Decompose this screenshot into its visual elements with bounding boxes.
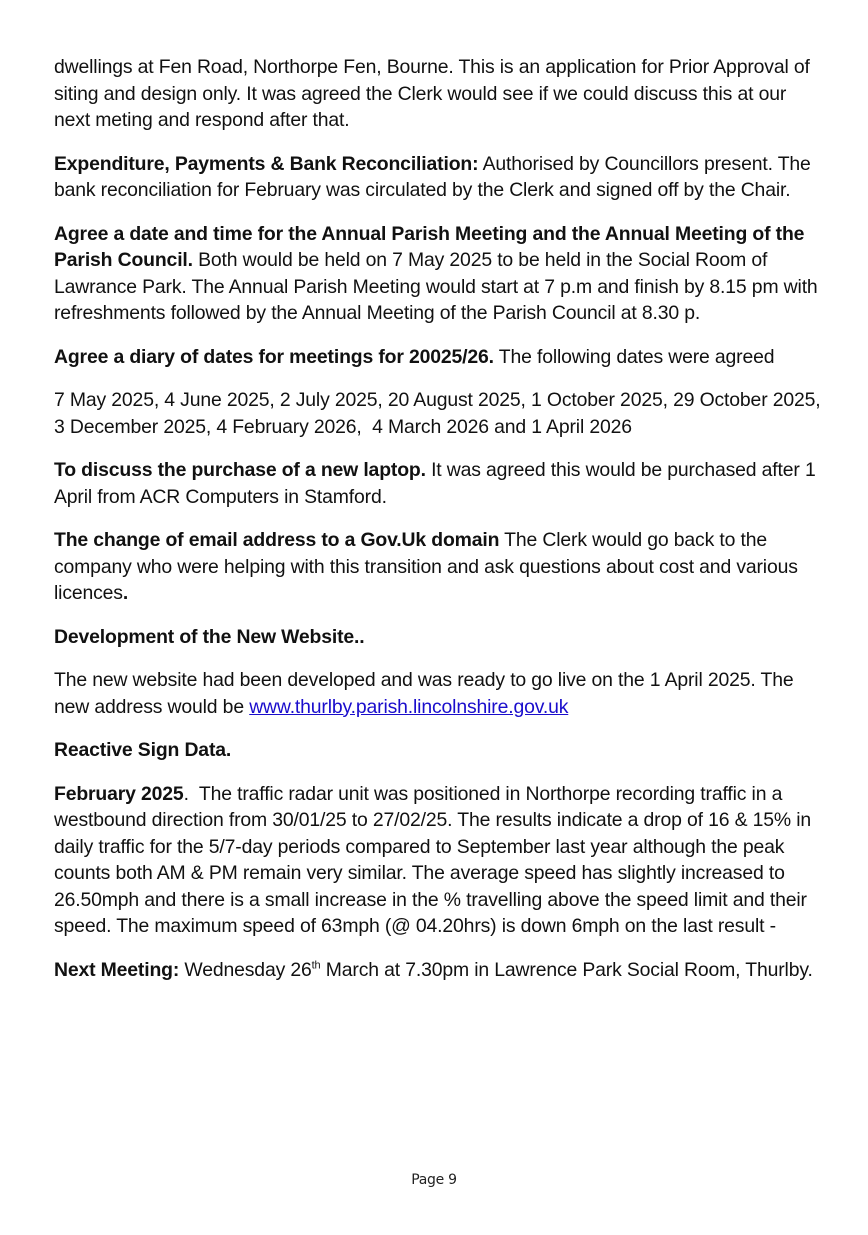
paragraph-text: Wednesday 26 xyxy=(179,958,312,981)
paragraph-website xyxy=(54,667,824,720)
paragraph-text: March at 7.30pm in Lawrence Park Social Room, Thurlby. xyxy=(320,958,813,981)
section-heading: Development of the New Website.. xyxy=(54,625,365,648)
section-heading: Agree a date and time for the Annual Parish Meeting and the Annual Meeting of the Parish Council. xyxy=(54,222,805,271)
website-link[interactable]: www.thurlby.parish.lincolnshire.gov.uk xyxy=(249,695,569,718)
paragraph-text: The Clerk would go back to the company who were helping with this transition and ask questions about cost and various licences xyxy=(54,529,798,604)
paragraph-planning-continuation xyxy=(54,54,824,134)
paragraph-text: The new website had been developed and was ready to go live on the 1 April 2025. The new address would be xyxy=(54,669,794,718)
section-heading: February 2025 xyxy=(54,782,184,805)
document-page xyxy=(54,54,824,1000)
section-heading: Agree a diary of dates for meetings for 20025/26. xyxy=(54,345,494,368)
paragraph-expenditure xyxy=(54,151,824,204)
section-heading: Reactive Sign Data. xyxy=(54,739,232,761)
trailing-period: . xyxy=(122,582,129,604)
section-heading: Next Meeting: xyxy=(54,958,180,981)
paragraph-text: It was agreed this would be purchased after 1 April from ACR Computers in Stamford. xyxy=(54,459,816,508)
paragraph-annual-meeting xyxy=(54,221,824,327)
paragraph-text: Both would be held on 7 May 2025 to be held in the Social Room of Lawrance Park. The Annual Parish Meeting would start at 7 p.m and finish by 8.15 pm with refreshments followed by the Annual Meeting of the Parish Council at 8.30 p. xyxy=(54,249,818,324)
section-heading: To discuss the purchase of a new laptop. xyxy=(54,459,426,481)
paragraph-diary xyxy=(54,344,824,371)
paragraph-text: dwellings at Fen Road, Northorpe Fen, Bourne. This is an application for Prior Approval of siting and design only. It was agreed the Clerk would see if we could discuss this at our next meting and respond after that. xyxy=(54,56,810,131)
paragraph-website-heading xyxy=(54,624,824,651)
ordinal-suffix: th xyxy=(311,959,321,972)
section-heading: Expenditure, Payments & Bank Reconciliation: xyxy=(54,152,479,175)
paragraph-text: . The traffic radar unit was positioned in Northorpe recording traffic in a westbound direction from 30/01/25 to 27/02/25. The results indicate a drop of 16 & 15% in daily traffic for the 5/7-day periods compared to September last year although the peak counts both AM & PM remain very similar. The average speed has slightly increased to 26.50mph and there is a small increase in the % travelling above the speed limit and their speed. The maximum speed of 63mph (@ 04.20hrs) is down 6mph on the last result - xyxy=(54,782,817,937)
paragraph-next-meeting xyxy=(54,957,824,984)
paragraph-february-data xyxy=(54,781,824,940)
paragraph-sign-heading xyxy=(54,737,824,764)
paragraph-laptop xyxy=(54,457,824,510)
section-heading: The change of email address to a Gov.Uk domain xyxy=(54,529,500,551)
page-number: Page 9 xyxy=(411,1172,457,1188)
paragraph-email-domain xyxy=(54,527,824,607)
paragraph-text: The following dates were agreed xyxy=(493,345,775,368)
paragraph-meeting-dates xyxy=(54,387,824,440)
paragraph-text: Authorised by Councillors present. The bank reconciliation for February was circulated by the Clerk and signed off by the Chair. xyxy=(54,152,811,201)
meeting-dates-list: 7 May 2025, 4 June 2025, 2 July 2025, 20 August 2025, 1 October 2025, 29 October 2025, 3 December 2025, 4 February 2026, 4 March 2026 and 1 April 2026 xyxy=(54,389,826,438)
